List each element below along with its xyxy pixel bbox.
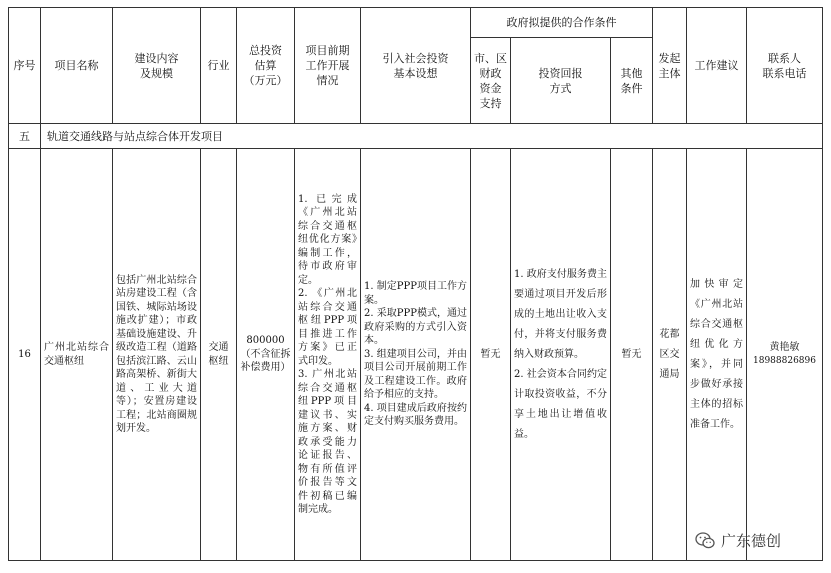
table-row — [9, 149, 823, 561]
header-industry: 行业 — [201, 8, 237, 124]
cell-prework: 1. 已完成《广州北站综合交通枢纽优化方案》编制工作，待市政府审定。 2. 《广州北站综合交通枢纽PPP项目推进工作方案》已正式印发。 3. 广州北站综合交通枢纽PPP项目建议书、实施方案、财政承受能力论证报告、物有所值评价报告等文件初稿已编制完成。 — [298, 193, 357, 515]
header-prework: 项目前期 工作开展 情况 — [295, 8, 361, 124]
contact-name: 黄艳敏 — [769, 342, 800, 353]
header-suggestion: 工作建议 — [687, 8, 747, 124]
header-seq: 序号 — [9, 8, 41, 124]
cell-industry: 交通枢纽 — [208, 342, 229, 367]
cell-seq: 16 — [9, 149, 41, 561]
header-model: 引入社会投资 基本设想 — [361, 8, 471, 124]
header-gov-fund: 市、区 财政 资金 支持 — [471, 38, 511, 124]
header-name: 项目名称 — [41, 8, 113, 124]
cell-gov-fund: 暂无 — [471, 149, 511, 561]
cell-initiator: 花都区交通局 — [659, 328, 680, 380]
section-number: 五 — [9, 124, 41, 149]
watermark — [695, 530, 781, 551]
header-gov-conditions: 政府拟提供的合作条件 — [471, 8, 653, 38]
header-contact: 联系人 联系电话 — [747, 8, 823, 124]
header-other: 其他 条件 — [611, 38, 653, 124]
header-return: 投资回报 方式 — [511, 38, 611, 124]
header-investment: 总投资 估算 （万元） — [237, 8, 295, 124]
cell-model: 1. 制定PPP项目工作方案。 2. 采取PPP模式，通过政府采购的方式引入资本。 3. 组建项目公司，并由项目公司开展前期工作及工程建设工作。政府给予相应的支持。 4. 项目建成后政府按约定支付购买服务费用。 — [364, 281, 467, 428]
header-initiator: 发起 主体 — [653, 8, 687, 124]
cell-return: 1. 政府支付服务费主要通过项目开发后形成的土地出让收入支付，并将支付服务费纳入财政预算。 2. 社会资本合同约定计取投资收益，不分享土地出让增值收益。 — [514, 268, 607, 440]
cell-other: 暂无 — [611, 149, 653, 561]
section-title: 轨道交通线路与站点综合体开发项目 — [41, 124, 823, 149]
cell-suggestion: 加快审定《广州北站综合交通枢纽优化方案》，并同步做好承接主体的招标准备工作。 — [690, 278, 743, 430]
cell-contact — [747, 149, 823, 561]
contact-phone: 18988826896 — [753, 355, 816, 366]
header-content: 建设内容 及规模 — [113, 8, 201, 124]
watermark-text: 广东德创 — [721, 532, 782, 550]
cell-content: 包括广州北站综合站房建设工程（含国铁、城际站场设施改扩建）；市政基础设施建设、升级改造工程（道路包括滨江路、云山路高架桥、新街大道、工业大道等）；安置房建设工程；北站商圈规划开发。 — [116, 274, 197, 434]
project-table — [8, 7, 823, 561]
cell-name: 广州北站综合交通枢纽 — [44, 342, 109, 367]
wechat-icon — [695, 532, 715, 550]
section-row — [9, 124, 823, 149]
cell-investment: 800000（不含征拆补偿费用） — [240, 335, 291, 374]
